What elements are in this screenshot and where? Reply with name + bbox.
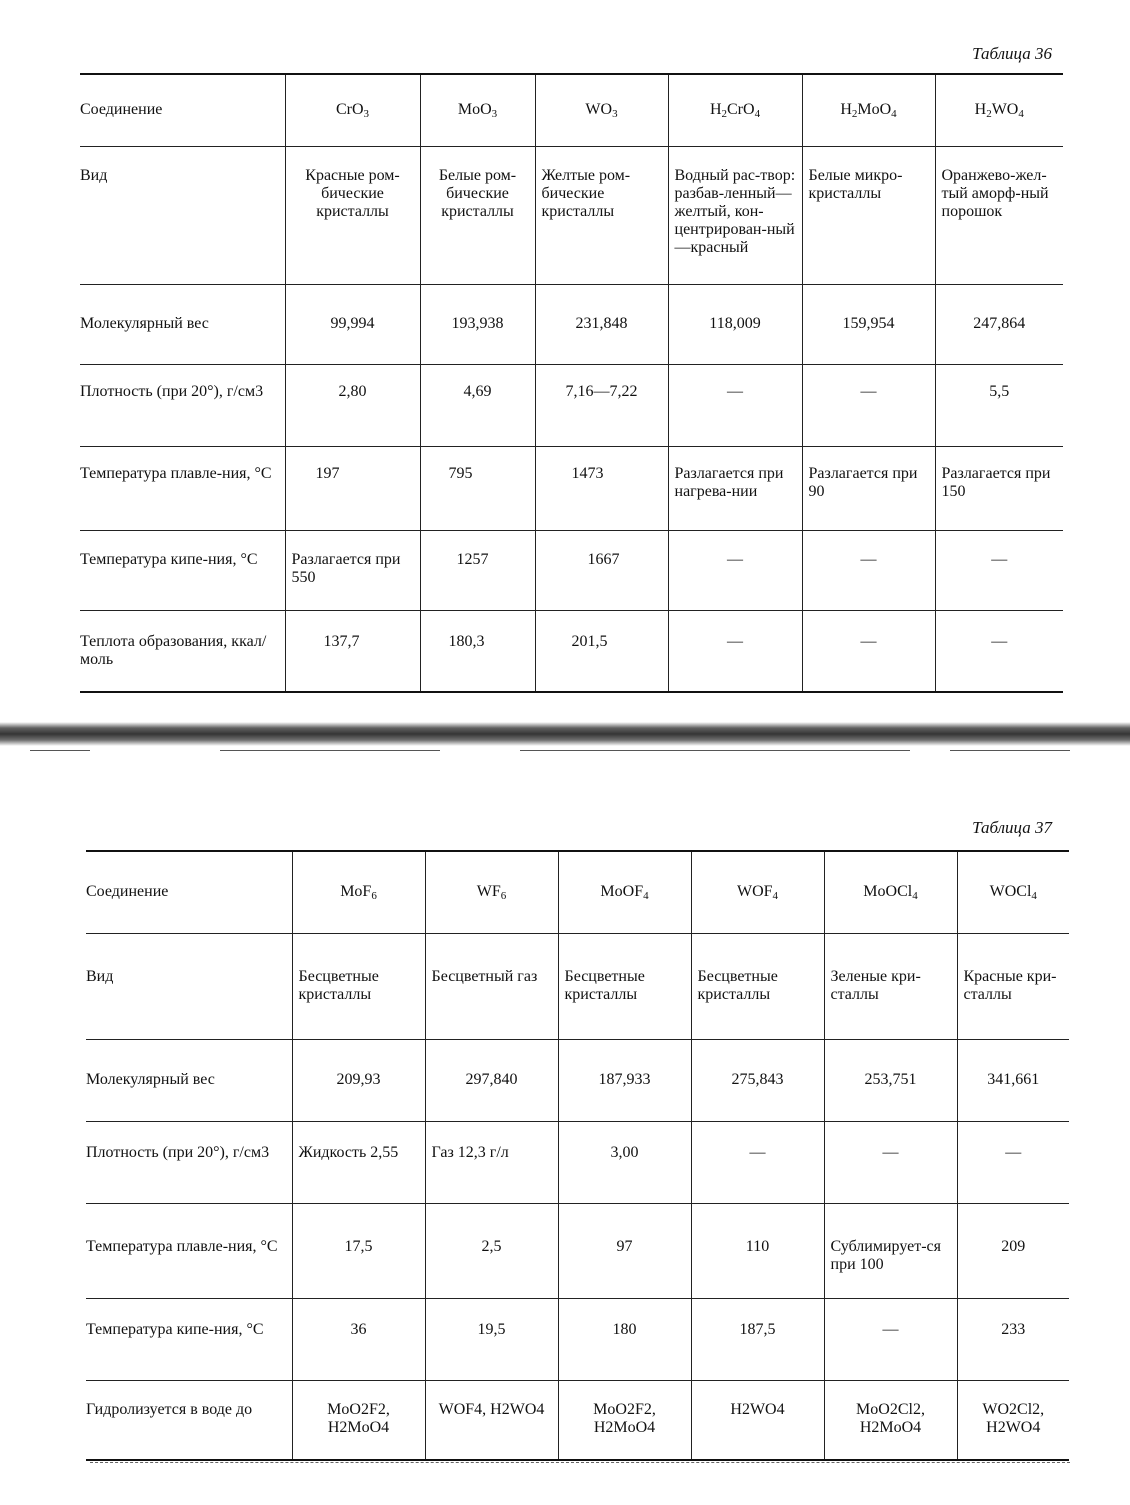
column-header: $H_2MoO_4$ xyxy=(802,74,935,146)
table-cell: 253,751 xyxy=(824,1039,957,1121)
column-header: MoOF$_4$ xyxy=(558,851,691,933)
row-label: Молекулярный вес xyxy=(86,1039,292,1121)
column-header: $WOF_4$ xyxy=(691,851,824,933)
divider xyxy=(90,1462,1070,1464)
table-cell: 231,848 xyxy=(535,284,668,364)
table-cell: 180 xyxy=(558,1298,691,1380)
table-cell: 118,009 xyxy=(668,284,802,364)
table-cell: 795 xyxy=(420,446,535,530)
row-label-text: Плотность (при 20°), г/см3 xyxy=(80,382,264,400)
table-37 xyxy=(86,850,1069,1461)
table-cell: 187,933 xyxy=(558,1039,691,1121)
table-cell: 1473 xyxy=(535,446,668,530)
table-cell: 187,5 xyxy=(691,1298,824,1380)
table-cell: 209 xyxy=(957,1203,1069,1298)
table-row xyxy=(86,1039,1069,1121)
table-cell: Красные кри-сталлы xyxy=(957,933,1069,1039)
table-cell: — xyxy=(957,1121,1069,1203)
table-cell: — xyxy=(668,530,802,610)
table-cell: 4,69 xyxy=(420,364,535,446)
column-header: $WF_6$ xyxy=(425,851,558,933)
column-header: MoO$_3$ xyxy=(420,74,535,146)
table-cell: Белые микро-кристаллы xyxy=(802,146,935,284)
table-cell: — xyxy=(802,364,935,446)
table-cell: — xyxy=(824,1298,957,1380)
divider xyxy=(950,750,1070,751)
row-label: Вид xyxy=(80,146,285,284)
table-row xyxy=(80,446,1063,530)
column-header: $H_2WO_4$ xyxy=(935,74,1063,146)
table-row xyxy=(80,530,1063,610)
column-header: Соединение xyxy=(80,101,163,119)
row-label: Температура плавле-ния, °С xyxy=(86,1203,292,1298)
table-row xyxy=(80,74,1063,146)
column-header: MoF$_6$ xyxy=(292,851,425,933)
column-header: MoOCl$_4$ xyxy=(824,851,957,933)
torn-page-edge xyxy=(0,722,1130,746)
divider xyxy=(520,750,910,751)
table-row xyxy=(86,1121,1069,1203)
table-cell: — xyxy=(691,1121,824,1203)
table-cell: 233 xyxy=(957,1298,1069,1380)
table-cell: 3,00 xyxy=(558,1121,691,1203)
table-cell: H2WO4 xyxy=(691,1380,824,1460)
table-cell: 341,661 xyxy=(957,1039,1069,1121)
table-cell: Сублимирует-ся при 100 xyxy=(824,1203,957,1298)
table-cell: Бесцветные кристаллы xyxy=(558,933,691,1039)
row-label: Вид xyxy=(86,933,292,1039)
table-cell: Белые ром-бические кристаллы xyxy=(420,146,535,284)
table-row xyxy=(86,933,1069,1039)
row-label: Плотность (при 20°), г/см3 xyxy=(86,1121,292,1203)
table-cell: 1257 xyxy=(420,530,535,610)
table-cell: — xyxy=(824,1121,957,1203)
column-header: CrO$_3$ xyxy=(285,74,420,146)
table-row xyxy=(86,851,1069,933)
table-cell: 2,5 xyxy=(425,1203,558,1298)
table-cell: 19,5 xyxy=(425,1298,558,1380)
table-cell: Бесцветные кристаллы xyxy=(691,933,824,1039)
row-label: Молекулярный вес xyxy=(80,284,285,364)
table-36-caption: Таблица 36 xyxy=(972,44,1052,63)
table-cell: — xyxy=(668,364,802,446)
column-header: $WO_3$ xyxy=(535,74,668,146)
table-cell: 99,994 xyxy=(285,284,420,364)
table-cell: — xyxy=(802,610,935,692)
column-header: WOCl$_4$ xyxy=(957,851,1069,933)
table-cell: Разлагается при 150 xyxy=(935,446,1063,530)
table-row xyxy=(86,1298,1069,1380)
column-header: $H_2CrO_4$ xyxy=(668,74,802,146)
table-cell: MoO2Cl2, H2MoO4 xyxy=(824,1380,957,1460)
table-row xyxy=(80,146,1063,284)
table-cell: — xyxy=(802,530,935,610)
table-cell: 159,954 xyxy=(802,284,935,364)
table-cell: — xyxy=(935,530,1063,610)
table-cell: 193,938 xyxy=(420,284,535,364)
table-cell: 275,843 xyxy=(691,1039,824,1121)
table-cell: MoO2F2, H2MoO4 xyxy=(292,1380,425,1460)
row-label: Температура кипе-ния, °С xyxy=(80,530,285,610)
table-cell: Бесцветные кристаллы xyxy=(292,933,425,1039)
table-row xyxy=(86,1380,1069,1460)
table-row xyxy=(80,364,1063,446)
table-cell: Зеленые кри-сталлы xyxy=(824,933,957,1039)
table-cell: 17,5 xyxy=(292,1203,425,1298)
table-row xyxy=(80,610,1063,692)
divider xyxy=(30,750,90,751)
table-cell: Разлагается при нагрева-нии xyxy=(668,446,802,530)
table-cell: 297,840 xyxy=(425,1039,558,1121)
table-cell: Жидкость 2,55 xyxy=(292,1121,425,1203)
table-cell: 7,16—7,22 xyxy=(535,364,668,446)
row-label: Температура кипе-ния, °С xyxy=(86,1298,292,1380)
table-cell: Газ 12,3 г/л xyxy=(425,1121,558,1203)
table-cell: Водный рас-твор: разбав-ленный—желтый, кон-центрирован-ный—красный xyxy=(668,146,802,284)
table-cell: 197 xyxy=(285,446,420,530)
table-row xyxy=(86,1203,1069,1298)
table-cell: 110 xyxy=(691,1203,824,1298)
table-36 xyxy=(80,73,1063,693)
table-row xyxy=(80,284,1063,364)
table-cell: 180,3 xyxy=(420,610,535,692)
table-cell: Желтые ром-бические кристаллы xyxy=(535,146,668,284)
table-cell: 201,5 xyxy=(535,610,668,692)
table-cell: Бесцветный газ xyxy=(425,933,558,1039)
table-cell: 36 xyxy=(292,1298,425,1380)
table-cell: 137,7 xyxy=(285,610,420,692)
row-label xyxy=(80,364,285,446)
table-cell: 209,93 xyxy=(292,1039,425,1121)
table-cell: 247,864 xyxy=(935,284,1063,364)
table-cell: 97 xyxy=(558,1203,691,1298)
table-37-caption: Таблица 37 xyxy=(972,818,1052,837)
table-cell: Оранжево-жел-тый аморф-ный порошок xyxy=(935,146,1063,284)
row-label: Температура плавле-ния, °С xyxy=(80,446,285,530)
table-cell: — xyxy=(935,610,1063,692)
table-cell: MoO2F2, H2MoO4 xyxy=(558,1380,691,1460)
table-cell: 1667 xyxy=(535,530,668,610)
table-cell: Красные ром-бические кристаллы xyxy=(285,146,420,284)
table-cell: 2,80 xyxy=(285,364,420,446)
column-header: Соединение xyxy=(86,883,169,901)
table-cell: Разлагается при 550 xyxy=(285,530,420,610)
table-cell: WO2Cl2, H2WO4 xyxy=(957,1380,1069,1460)
table-cell: — xyxy=(668,610,802,692)
divider xyxy=(220,750,440,751)
table-cell: Разлагается при 90 xyxy=(802,446,935,530)
row-label: Теплота образования, ккал/моль xyxy=(80,610,285,692)
row-label: Гидролизуется в воде до xyxy=(86,1380,292,1460)
table-cell: 5,5 xyxy=(935,364,1063,446)
table-cell: WOF4, H2WO4 xyxy=(425,1380,558,1460)
